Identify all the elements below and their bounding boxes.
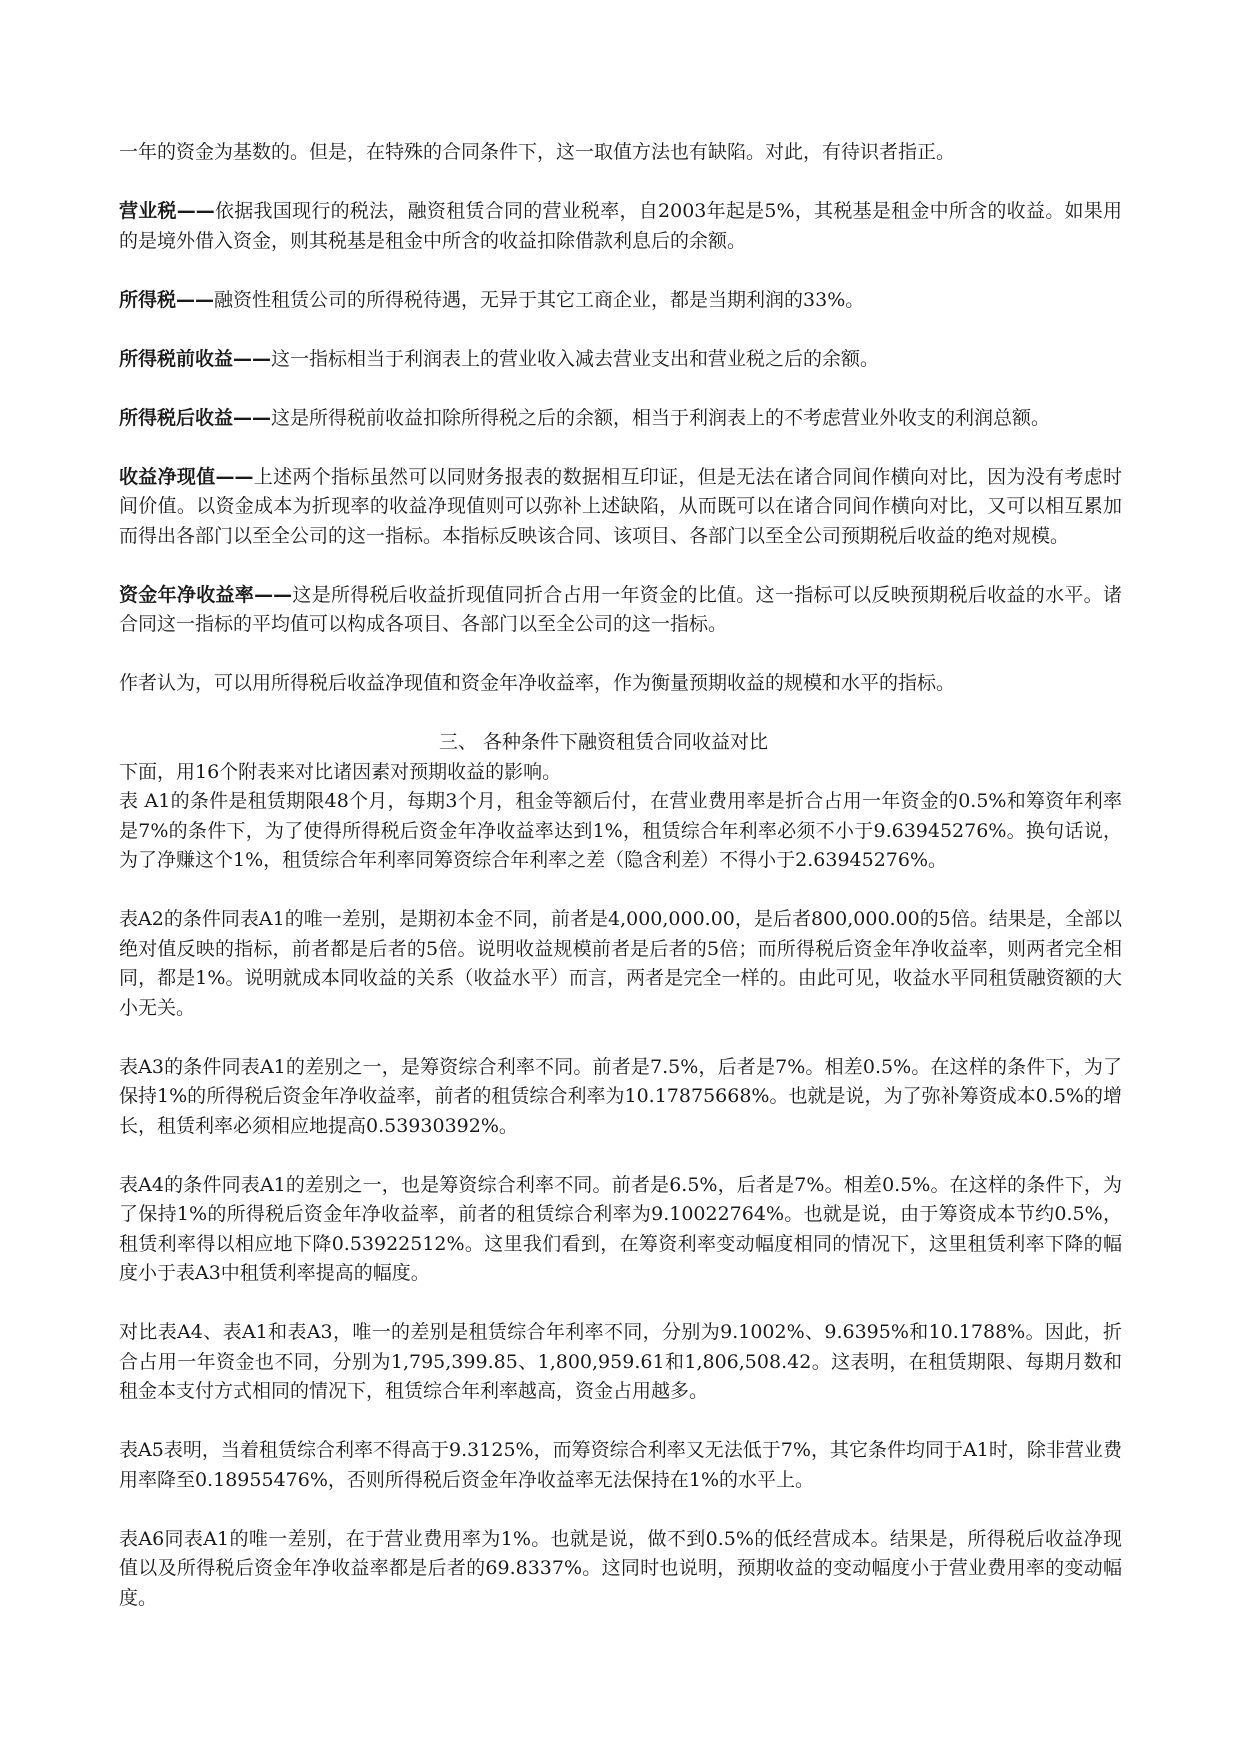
document-page: [119, 138, 1122, 1643]
definition-text: 这一指标相当于利润表上的营业收入减去营业支出和营业税之后的余额。: [271, 347, 880, 370]
definition-pretax-income: [119, 345, 1122, 375]
definition-business-tax: [119, 197, 1122, 256]
definition-term: 营业税——: [119, 200, 215, 222]
definition-text: 上述两个指标虽然可以同财务报表的数据相互印证，但是无法在诸合同间作横向对比，因为没有考虑时间价值。以资金成本为折现率的收益净现值则可以弥补上述缺陷，从而既可以在诸合同间作横向对比，又可以相互累加而得出各部门以至全公司的这一指标。本指标反映该合同、该项目、各部门以至全公司预期税后收益的绝对规模。: [119, 465, 1122, 547]
author-note: 作者认为，可以用所得税后收益净现值和资金年净收益率，作为衡量预期收益的规模和水平的指标。: [119, 672, 956, 694]
definition-income-tax: [119, 286, 1122, 316]
definition-aftertax-income: [119, 404, 1122, 434]
definition-text: 依据我国现行的税法，融资租赁合同的营业税率，自2003年起是5%，其税基是租金中所含的收益。如果用的是境外借入资金，则其税基是租金中所含的收益扣除借款利息后的余额。: [119, 200, 1122, 252]
paragraph-table-a3: 表A3的条件同表A1的差别之一，是筹资综合利率不同。前者是7.5%，后者是7%。相差0.5%。在这样的条件下，为了保持1%的所得税后资金年净收益率，前者的租赁综合利率为10.17875668%。也就是说，为了弥补筹资成本0.5%的增长，租赁利率必须相应地提高0.53930392%。: [119, 1055, 1122, 1137]
definition-term: 所得税后收益——: [119, 406, 272, 429]
paragraph-table-a1: 表 A1的条件是租赁期限48个月，每期3个月，租金等额后付，在营业费用率是折合占用一年资金的0.5%和筹资年利率是7%的条件下，为了使得所得税后资金年净收益率达到1%，租赁综合年利率必须不小于9.63945276%。换句话说，为了净赚这个1%，租赁综合年利率同筹资综合年利率之差（隐含利差）不得小于2.63945276%。: [119, 790, 1122, 871]
definition-npv: [119, 463, 1122, 552]
definition-term: 所得税前收益——: [119, 347, 272, 370]
paragraph-table-a6: 表A6同表A1的唯一差别，在于营业费用率为1%。也就是说，做不到0.5%的低经营成本。结果是，所得税后收益净现值以及所得税后资金年净收益率都是后者的69.8337%。这同时也说明，预期收益的变动幅度小于营业费用率的变动幅度。: [119, 1527, 1122, 1609]
definition-term: 收益净现值——: [119, 465, 254, 488]
paragraph-table-a4: 表A4的条件同表A1的差别之一，也是筹资综合利率不同。前者是6.5%，后者是7%。相差0.5%。在这样的条件下，为了保持1%的所得税后资金年净收益率，前者的租赁综合利率为9.10022764%。也就是说，由于筹资成本节约0.5%，租赁利率得以相应地下降0.53922512%。这里我们看到，在筹资利率变动幅度相同的情况下，这里租赁利率下降的幅度小于表A3中租赁利率提高的幅度。: [119, 1173, 1122, 1284]
section-heading: 三、 各种条件下融资租赁合同收益对比: [439, 731, 769, 753]
definition-term: 所得税——: [119, 288, 215, 311]
intro-paragraph: 一年的资金为基数的。但是，在特殊的合同条件下，这一取值方法也有缺陷。对此，有待识者指正。: [119, 141, 956, 163]
paragraph-compare-a4-a1-a3: 对比表A4、表A1和表A3，唯一的差别是租赁综合年利率不同，分别为9.1002%、9.6395%和10.1788%。因此，折合占用一年资金也不同，分别为1,795,399.85、1,800,959.61和1,806,508.42。这表明，在租赁期限、每期月数和租金本支付方式相同的情况下，租赁综合年利率越高，资金占用越多。: [119, 1321, 1122, 1402]
definition-text: 融资性租赁公司的所得税待遇，无异于其它工商企业，都是当期利润的33%。: [214, 288, 865, 311]
definition-term: 资金年净收益率——: [119, 583, 293, 606]
definition-text: 这是所得税前收益扣除所得税之后的余额，相当于利润表上的不考虑营业外收支的利润总额。: [271, 406, 1051, 429]
paragraph-table-a2: 表A2的条件同表A1的唯一差别，是期初本金不同，前者是4,000,000.00，是后者800,000.00的5倍。结果是，全部以绝对值反映的指标，前者都是后者的5倍。说明收益规模前者是后者的5倍；而所得税后资金年净收益率，则两者完全相同，都是1%。说明就成本同收益的关系（收益水平）而言，两者是完全一样的。由此可见，收益水平同租赁融资额的大小无关。: [119, 908, 1122, 1019]
definition-annual-return: [119, 581, 1122, 640]
paragraph-table-a5: 表A5表明，当着租赁综合利率不得高于9.3125%，而筹资综合利率又无法低于7%，其它条件均同于A1时，除非营业费用率降至0.18955476%，否则所得税后资金年净收益率无法保持在1%的水平上。: [119, 1439, 1122, 1491]
section-lead: 下面，用16个附表来对比诸因素对预期收益的影响。: [119, 760, 562, 783]
definition-text: 这是所得税后收益折现值同折合占用一年资金的比值。这一指标可以反映预期税后收益的水平。诸合同这一指标的平均值可以构成各项目、各部门以至全公司的这一指标。: [119, 583, 1122, 635]
